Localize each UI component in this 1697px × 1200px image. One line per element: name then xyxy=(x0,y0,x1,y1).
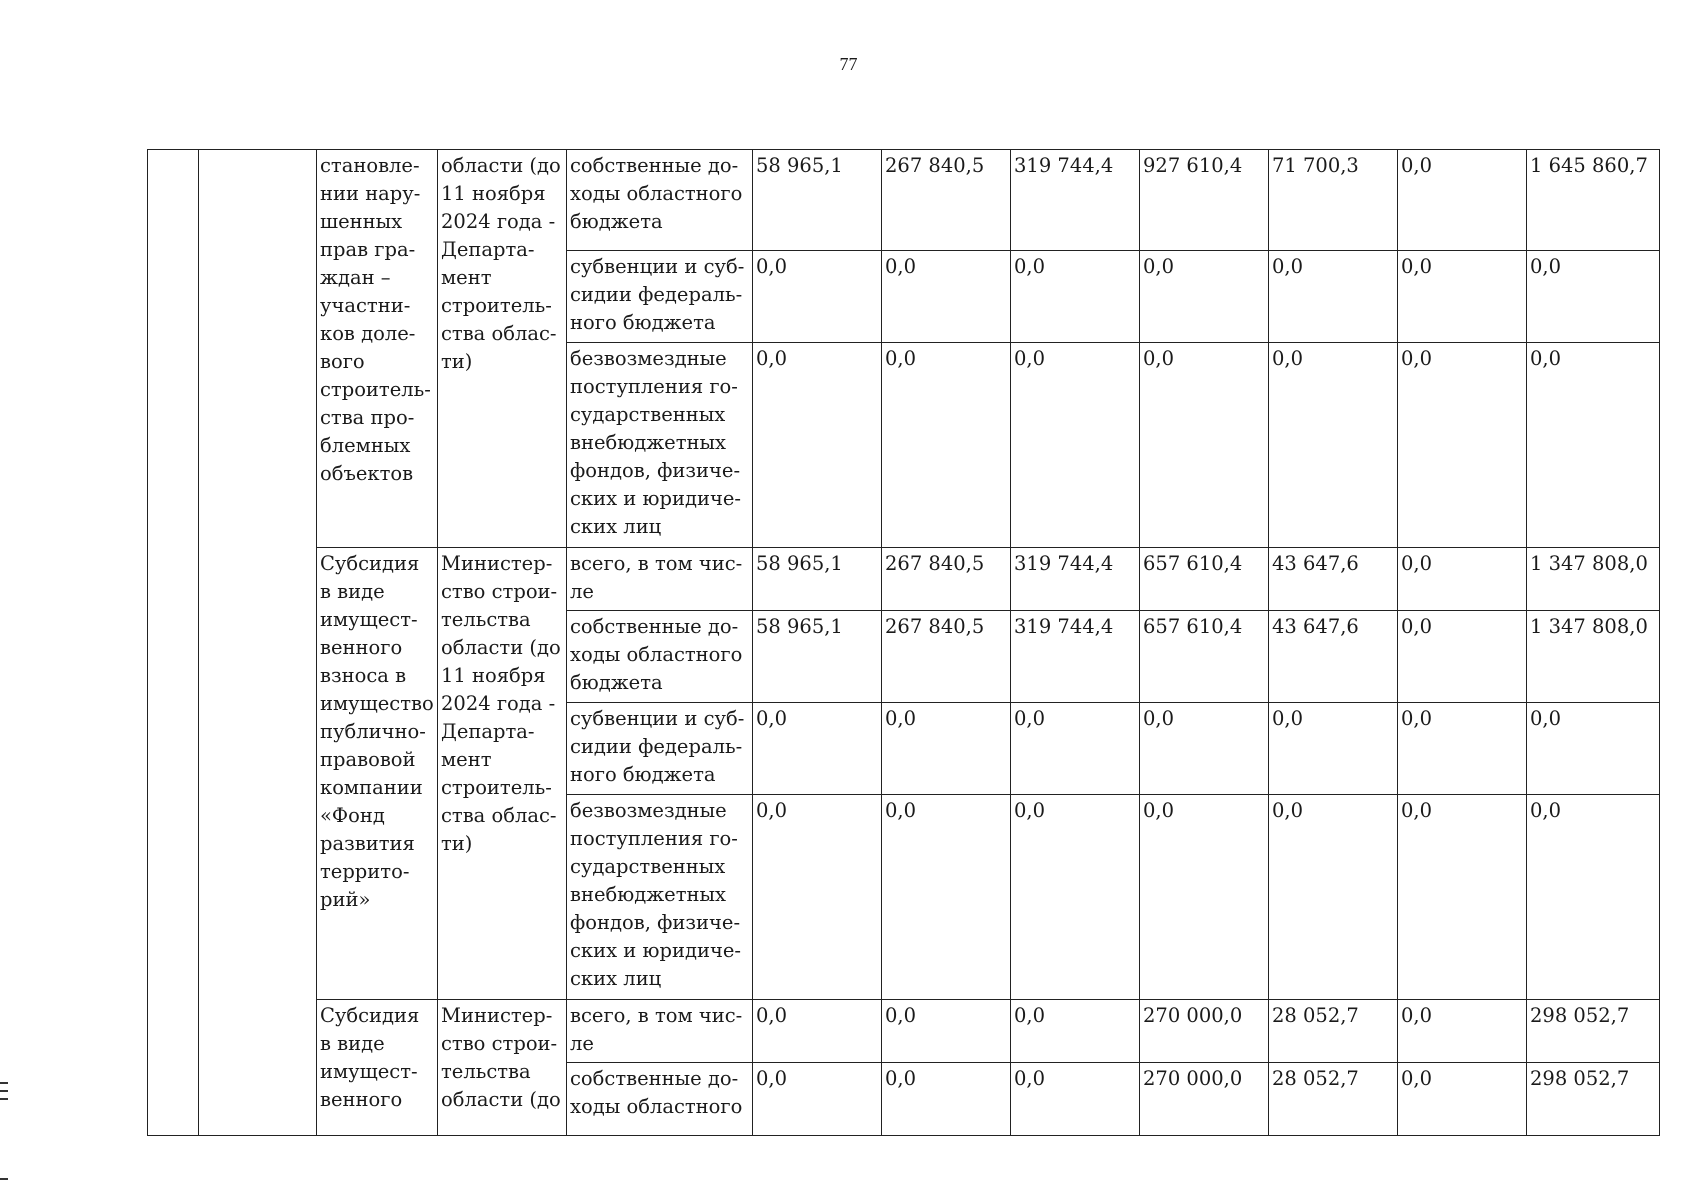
measure-name-cell: Субсидия в виде имущест- венного xyxy=(317,1000,438,1136)
value-cell: 0,0 xyxy=(1140,251,1269,343)
value-cell: 0,0 xyxy=(1011,251,1140,343)
scan-edge-mark xyxy=(0,1090,8,1092)
value-cell: 0,0 xyxy=(1011,343,1140,548)
funding-source-cell: безвозмездные поступления го- сударственных внебюджетных фондов, физиче- ских и юридиче- ских лиц xyxy=(567,343,753,548)
value-cell: 270 000,0 xyxy=(1140,1000,1269,1063)
funding-source-cell: всего, в том чис- ле xyxy=(567,1000,753,1063)
funding-source-cell: всего, в том чис- ле xyxy=(567,548,753,611)
funding-source-cell: собственные до- ходы областного бюджета xyxy=(567,611,753,703)
value-cell: 58 965,1 xyxy=(753,548,882,611)
value-cell: 43 647,6 xyxy=(1269,548,1398,611)
value-cell: 0,0 xyxy=(1011,1063,1140,1136)
value-cell: 0,0 xyxy=(1140,343,1269,548)
funding-source-cell: собственные до- ходы областного xyxy=(567,1063,753,1136)
value-cell: 0,0 xyxy=(882,703,1011,795)
value-cell: 0,0 xyxy=(882,343,1011,548)
budget-table xyxy=(147,149,1660,1136)
value-cell: 28 052,7 xyxy=(1269,1063,1398,1136)
value-cell: 71 700,3 xyxy=(1269,150,1398,251)
table-row xyxy=(148,548,1660,611)
funding-source-cell: безвозмездные поступления го- сударственных внебюджетных фондов, физиче- ских и юридиче- ских лиц xyxy=(567,795,753,1000)
value-cell: 0,0 xyxy=(1398,611,1527,703)
total-value-cell: 0,0 xyxy=(1527,795,1660,1000)
measure-name-cell: становле- нии нару- шенных прав гра- ждан – участни- ков доле- вого строитель- ства про- блемных объектов xyxy=(317,150,438,548)
funding-source-cell: субвенции и суб- сидии федераль- ного бюджета xyxy=(567,703,753,795)
value-cell: 657 610,4 xyxy=(1140,611,1269,703)
value-cell: 267 840,5 xyxy=(882,548,1011,611)
value-cell: 0,0 xyxy=(1398,1000,1527,1063)
scan-edge-mark xyxy=(0,1082,8,1084)
value-cell: 319 744,4 xyxy=(1011,150,1140,251)
value-cell: 0,0 xyxy=(753,1000,882,1063)
value-cell: 58 965,1 xyxy=(753,150,882,251)
value-cell: 0,0 xyxy=(1140,795,1269,1000)
executor-cell: Министер- ство строи- тельства области (до xyxy=(438,1000,567,1136)
value-cell: 267 840,5 xyxy=(882,611,1011,703)
executor-cell: области (до 11 ноября 2024 года - Департа- мент строитель- ства облас- ти) xyxy=(438,150,567,548)
total-value-cell: 0,0 xyxy=(1527,703,1660,795)
value-cell: 0,0 xyxy=(1011,1000,1140,1063)
value-cell: 0,0 xyxy=(1269,251,1398,343)
value-cell: 0,0 xyxy=(753,251,882,343)
total-value-cell: 0,0 xyxy=(1527,343,1660,548)
value-cell: 0,0 xyxy=(1398,548,1527,611)
value-cell: 657 610,4 xyxy=(1140,548,1269,611)
value-cell: 0,0 xyxy=(882,1063,1011,1136)
value-cell: 0,0 xyxy=(1011,795,1140,1000)
blank-column-cell xyxy=(148,150,199,1136)
measure-name-cell: Субсидия в виде имущест- венного взноса в имущество публично- правовой компании «Фонд развития террито- рий» xyxy=(317,548,438,1000)
value-cell: 0,0 xyxy=(753,1063,882,1136)
executor-cell: Министер- ство строи- тельства области (до 11 ноября 2024 года - Департа- мент строитель- ства облас- ти) xyxy=(438,548,567,1000)
blank-column-cell xyxy=(199,150,317,1136)
value-cell: 0,0 xyxy=(1398,703,1527,795)
value-cell: 319 744,4 xyxy=(1011,548,1140,611)
value-cell: 0,0 xyxy=(1398,150,1527,251)
value-cell: 0,0 xyxy=(882,1000,1011,1063)
value-cell: 0,0 xyxy=(1398,343,1527,548)
value-cell: 0,0 xyxy=(1140,703,1269,795)
page-number: 77 xyxy=(839,54,858,74)
value-cell: 270 000,0 xyxy=(1140,1063,1269,1136)
value-cell: 0,0 xyxy=(882,251,1011,343)
value-cell: 0,0 xyxy=(1269,795,1398,1000)
total-value-cell: 298 052,7 xyxy=(1527,1063,1660,1136)
value-cell: 0,0 xyxy=(1269,703,1398,795)
value-cell: 0,0 xyxy=(1398,795,1527,1000)
total-value-cell: 1 347 808,0 xyxy=(1527,548,1660,611)
scan-edge-mark xyxy=(0,1178,8,1180)
table-row xyxy=(148,150,1660,251)
total-value-cell: 1 347 808,0 xyxy=(1527,611,1660,703)
value-cell: 0,0 xyxy=(753,795,882,1000)
value-cell: 43 647,6 xyxy=(1269,611,1398,703)
value-cell: 0,0 xyxy=(1398,1063,1527,1136)
value-cell: 319 744,4 xyxy=(1011,611,1140,703)
value-cell: 0,0 xyxy=(1269,343,1398,548)
scan-edge-mark xyxy=(0,1098,8,1100)
value-cell: 0,0 xyxy=(882,795,1011,1000)
value-cell: 267 840,5 xyxy=(882,150,1011,251)
funding-source-cell: субвенции и суб- сидии федераль- ного бюджета xyxy=(567,251,753,343)
total-value-cell: 298 052,7 xyxy=(1527,1000,1660,1063)
value-cell: 0,0 xyxy=(753,343,882,548)
total-value-cell: 1 645 860,7 xyxy=(1527,150,1660,251)
total-value-cell: 0,0 xyxy=(1527,251,1660,343)
value-cell: 0,0 xyxy=(753,703,882,795)
table-row xyxy=(148,1000,1660,1063)
value-cell: 927 610,4 xyxy=(1140,150,1269,251)
value-cell: 0,0 xyxy=(1011,703,1140,795)
value-cell: 58 965,1 xyxy=(753,611,882,703)
funding-source-cell: собственные до- ходы областного бюджета xyxy=(567,150,753,251)
value-cell: 28 052,7 xyxy=(1269,1000,1398,1063)
value-cell: 0,0 xyxy=(1398,251,1527,343)
